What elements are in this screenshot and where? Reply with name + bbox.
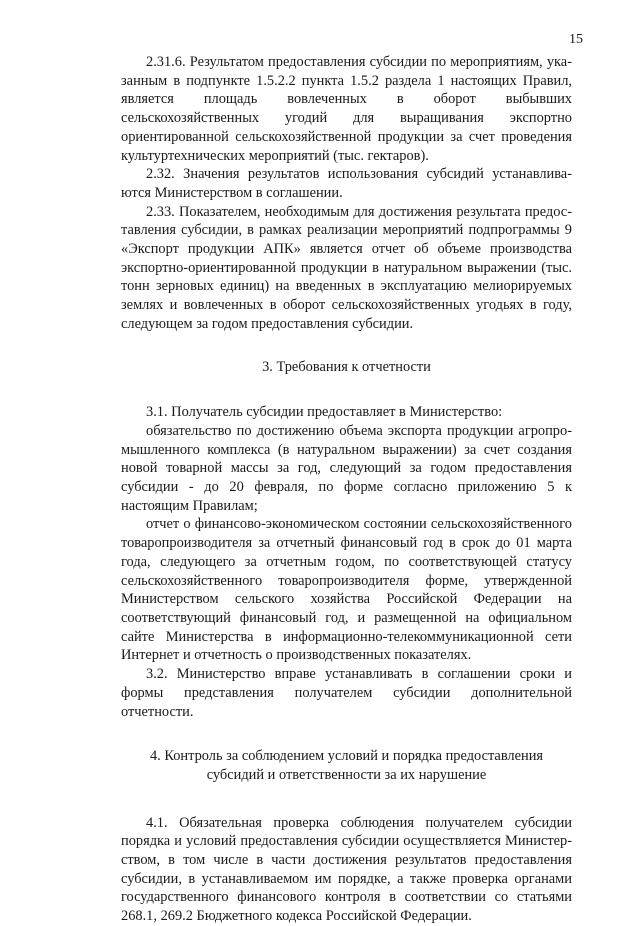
section-4-heading <box>121 747 572 784</box>
paragraph-obligation: обязательство по достижению объема экспорта продукции агропромышленного комплекса (в натуральном выражении) за счет создания новой товарной массы за год, следующий за годом предоставления субсидии - до 20 февраля, по форме согласно приложению 5 к настоящим Правилам; <box>121 422 572 514</box>
page-number: 15 <box>569 32 583 47</box>
section-4-heading-line-2: субсидий и ответственности за их нарушение <box>206 766 487 783</box>
paragraph-2-33: 2.33. Показателем, необходимым для достижения результата предоставления субсидии, в рамках реализации мероприятий подпрограммы 9 «Экспорт продукции АПК» является отчет об объеме производства экспортно-ориентированной продукции в натуральном выражении (тыс. тонн зерновых единиц) на введенных в эксплуатацию мелиорируемых землях и вовлеченных в оборот сельскохозяйственных угодьях в году, следующем за годом предоставления субсидии. <box>121 203 572 332</box>
paragraph-financial-report: отчет о финансово-экономическом состоянии сельскохозяйственного товаропроизводителя за отчетный финансовый год в срок до 01 марта года, следующего за отчетным годом, по соответствующей статусу сельскохозяйственного товаропроизводителя форме, утвержденной Министерством сельского хозяйства Российской Федерации на соответствующий финансовый год, и размещенной на официальном сайте Министерства в информационно-телекоммуникационной сети Интернет и отчетность о производственных показателях. <box>121 516 572 664</box>
paragraph-4-1: 4.1. Обязательная проверка соблюдения получателем субсидии порядка и условий предоставления субсидии осуществляется Министерством, в том числе в части достижения результатов предоставления субсидии, в устанавливаемом им порядке, а также проверка органами государственного финансового контроля в соответствии со статьями 268.1, 269.2 Бюджетного кодекса Российской Федерации. <box>121 814 572 925</box>
document-body <box>121 53 572 926</box>
paragraph-3-1: 3.1. Получатель субсидии предоставляет в Министерство: <box>146 404 503 421</box>
paragraph-3-2: 3.2. Министерство вправе устанавливать в соглашении сроки и формы представления получателем субсидии дополнительной отчетности. <box>121 666 572 720</box>
paragraph-2-31-6: 2.31.6. Результатом предоставления субсидии по мероприятиям, указанным в подпункте 1.5.2.2 пункта 1.5.2 раздела 1 настоящих Правил, является площадь вовлеченных в оборот выбывших сельскохозяйственных угодий для выращивания экспортно ориентированной сельскохозяйственной продукции за счет проведения культуртехнических мероприятий (тыс. гектаров). <box>121 54 572 164</box>
section-4-heading-line-1: 4. Контроль за соблюдением условий и порядка предоставления <box>149 748 544 765</box>
section-3-heading: 3. Требования к отчетности <box>262 358 431 375</box>
paragraph-2-32: 2.32. Значения результатов использования субсидий устанавливаются Министерством в соглашении. <box>121 166 572 201</box>
